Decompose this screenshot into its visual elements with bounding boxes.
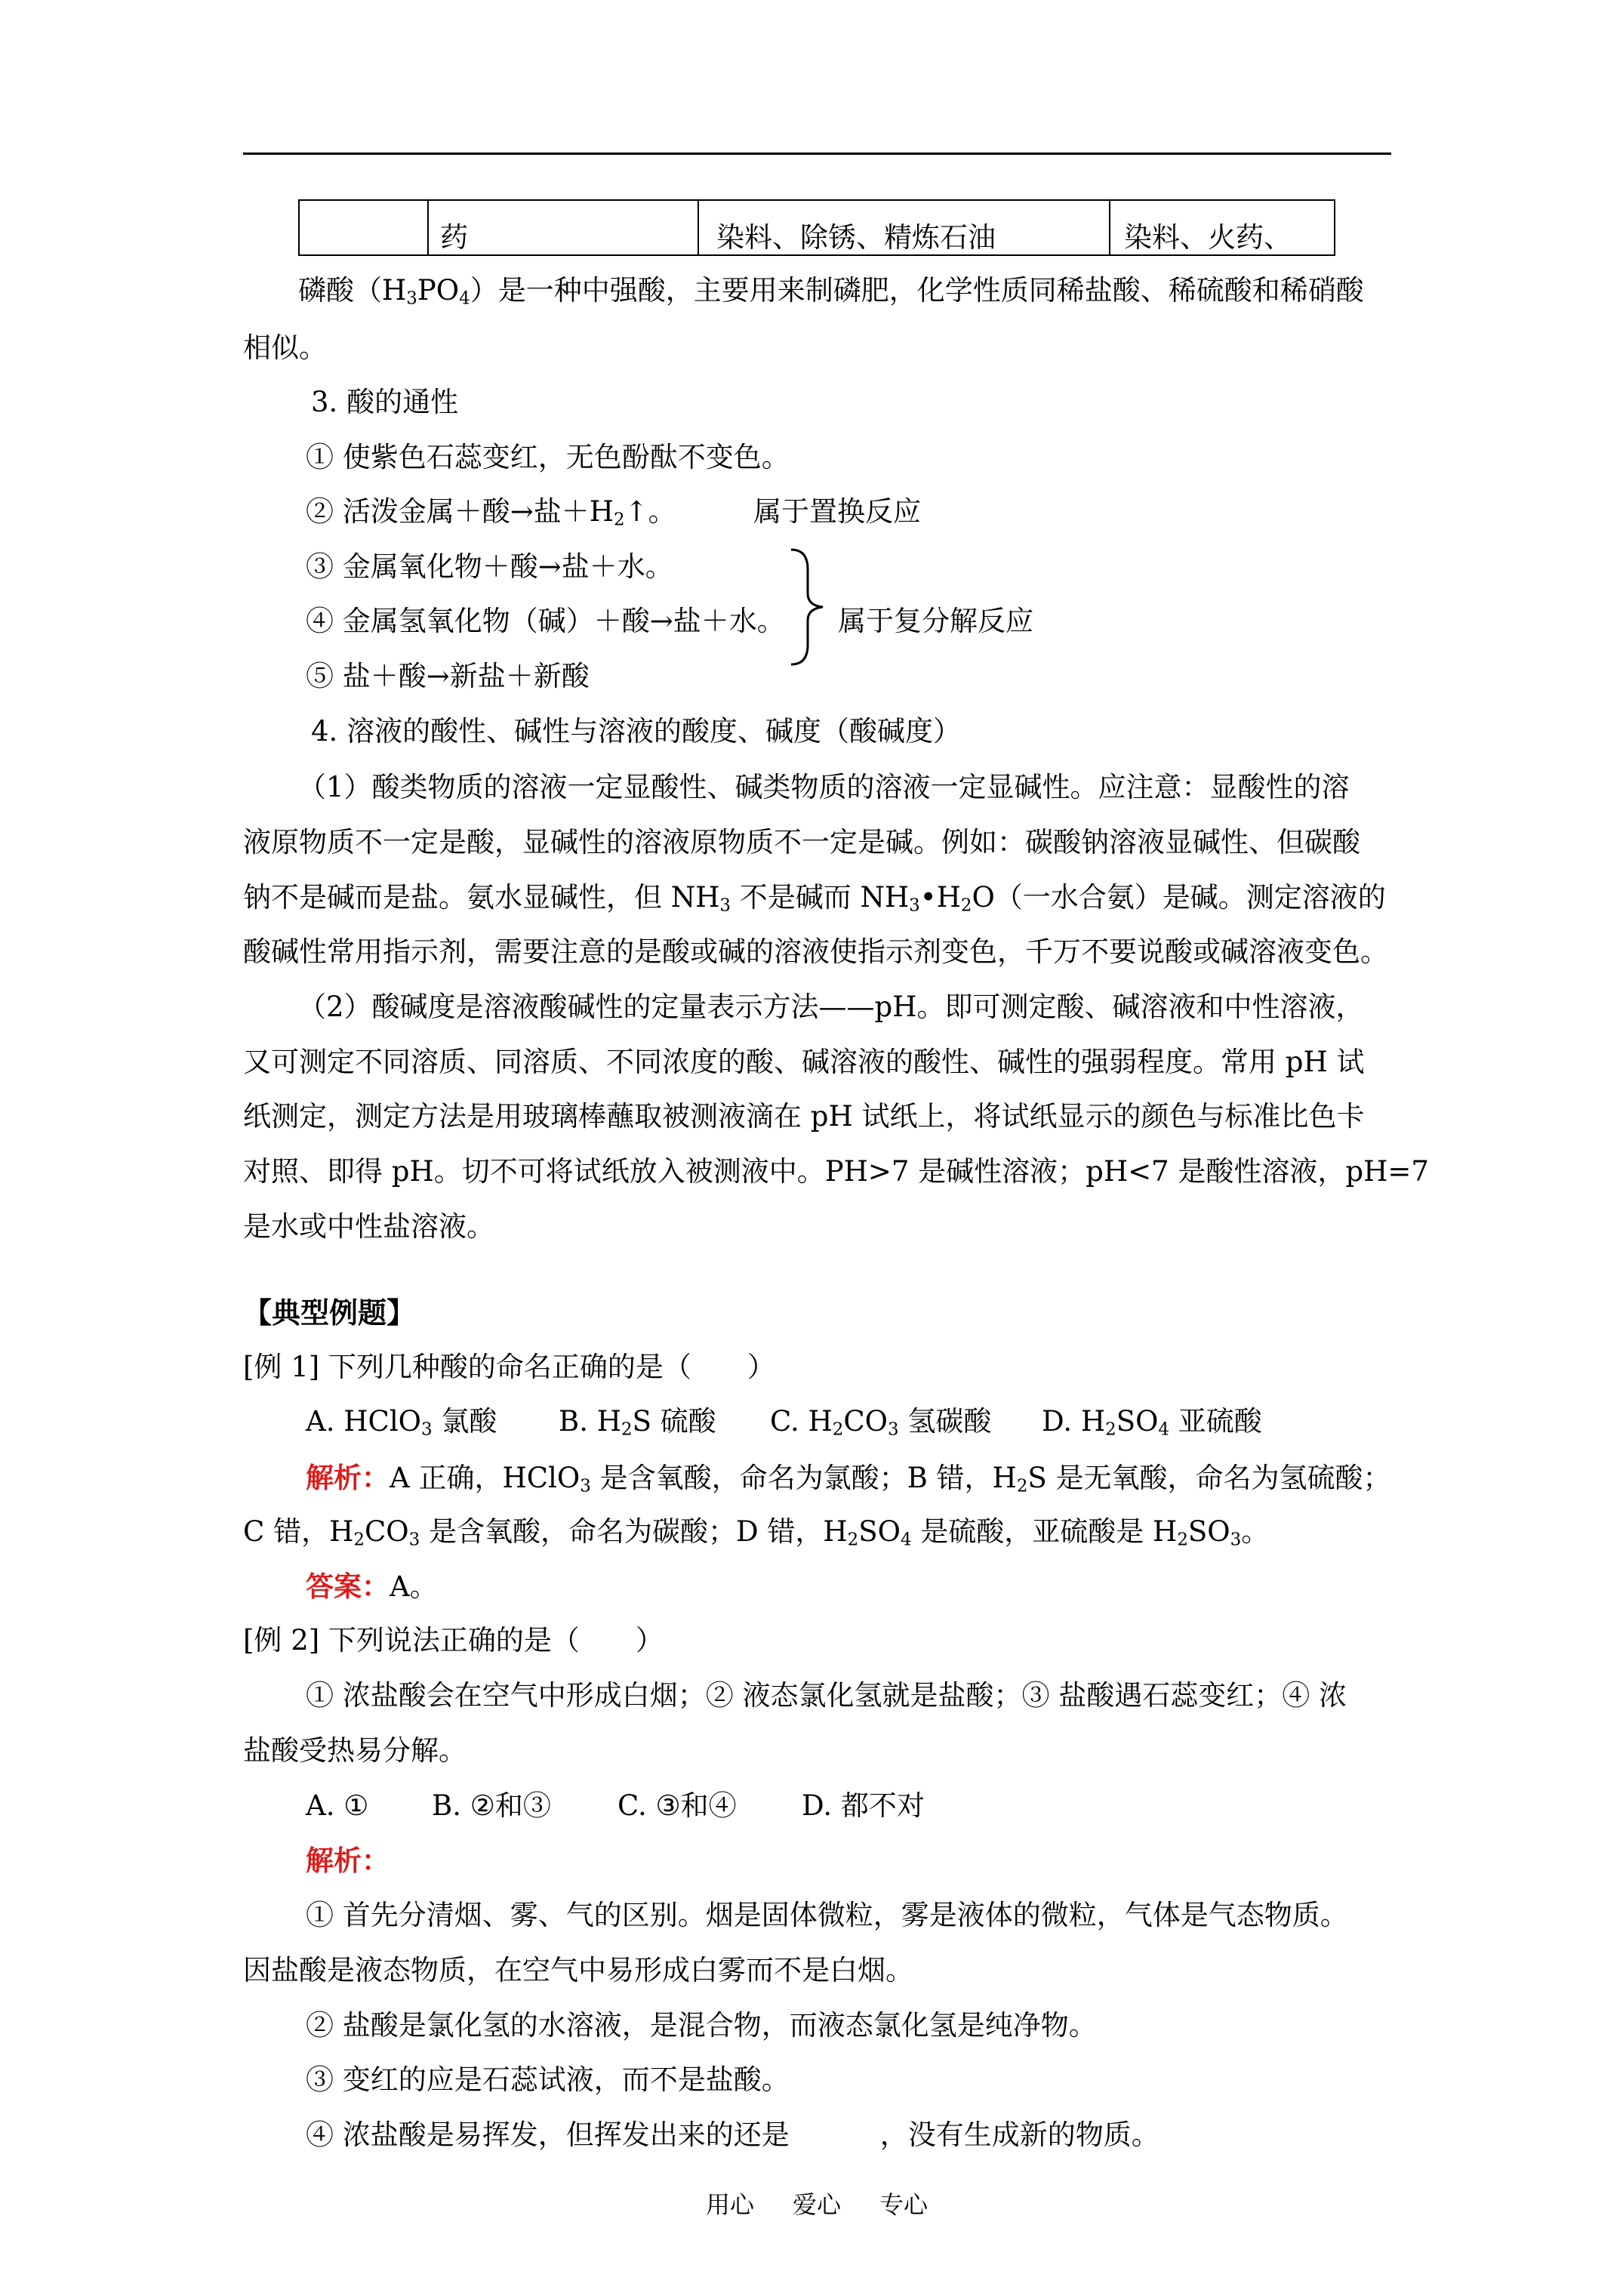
table-divider xyxy=(427,201,429,254)
paragraph-2-line-2: 又可测定不同溶质、同溶质、不同浓度的酸、碱溶液的酸性、碱性的强弱程度。常用 pH 试 xyxy=(243,1046,1365,1078)
displacement-note: 属于置换反应 xyxy=(753,495,921,528)
paragraph-2-line-1: （2）酸碱度是溶液酸碱性的定量表示方法——pH。即可测定酸、碱溶液和中性溶液， xyxy=(298,991,1364,1023)
example-2-option-d: D. 都不对 xyxy=(802,1789,925,1822)
paragraph-2-line-4: 对照、即得 pH。切不可将试纸放入被测液中。PH>7 是碱性溶液；pH<7 是酸性溶液，pH=7 xyxy=(243,1155,1429,1188)
property-item-5: ⑤ 盐＋酸→新盐＋新酸 xyxy=(306,660,590,692)
example-2-statement-line-1: ① 浓盐酸会在空气中形成白烟；② 液态氯化氢就是盐酸；③ 盐酸遇石蕊变红；④ 浓 xyxy=(306,1679,1347,1712)
reason-2: ② 盐酸是氯化氢的水溶液，是混合物，而液态氯化氢是纯净物。 xyxy=(306,2009,1097,2042)
example-1-option-c: C. $H_2CO_3$ 氢碳酸 xyxy=(770,1405,992,1440)
table-cell-2: 药 xyxy=(440,221,468,254)
example-2-option-b: B. ②和③ xyxy=(432,1789,551,1822)
paragraph-1-line-4: 酸碱性常用指示剂，需要注意的是酸或碱的溶液使指示剂变色，千万不要说酸或碱溶液变色。 xyxy=(243,935,1388,968)
example-1-analysis-line-2: C 错，$H_2CO_3$ 是含氧酸，命名为碳酸；D 错，$H_2SO_4$ 是硫酸，亚硫酸是 $H_2SO_3$。 xyxy=(243,1515,1270,1550)
answer-label: 答案： xyxy=(306,1570,390,1603)
example-1-option-b: B. $H_2S$ 硫酸 xyxy=(559,1405,716,1440)
example-1-option-a: A. HClO$_3$ 氯酸 xyxy=(306,1405,497,1440)
paragraph-1-line-1: （1）酸类物质的溶液一定显酸性、碱类物质的溶液一定显碱性。应注意：显酸性的溶 xyxy=(298,771,1350,803)
example-2-question: [例 2] 下列说法正确的是（ ） xyxy=(243,1624,664,1657)
section-4-title: 4. 溶液的酸性、碱性与溶液的酸度、碱度（酸碱度） xyxy=(311,715,962,747)
example-2-statement-line-2: 盐酸受热易分解。 xyxy=(243,1734,467,1767)
examples-heading: 【典型例题】 xyxy=(243,1296,416,1330)
example-1-option-d: D. $H_2SO_4$ 亚硫酸 xyxy=(1042,1405,1262,1440)
paragraph-2-line-3: 纸测定，测定方法是用玻璃棒蘸取被测液滴在 pH 试纸上，将试纸显示的颜色与标准比色卡 xyxy=(243,1100,1365,1133)
footer-text-1: 用心 xyxy=(706,2190,755,2219)
table-row xyxy=(298,199,1335,256)
paragraph-1-line-3: 钠不是碱而是盐。氨水显碱性，但 $NH_3$ 不是碱而 $NH_3•H_2O$（一水合氨）是碱。测定溶液的 xyxy=(243,881,1386,916)
footer-text-3: 专心 xyxy=(879,2190,929,2219)
table-divider xyxy=(698,201,699,254)
example-2-analysis-label: 解析： xyxy=(306,1844,390,1877)
phosphoric-line-1: 磷酸$(H_3PO_4)$是一种中强酸，主要用来制磷肥，化学性质同稀盐酸、稀硫酸和稀硝酸 xyxy=(298,274,1364,309)
reason-3: ③ 变红的应是石蕊试液，而不是盐酸。 xyxy=(306,2063,790,2096)
property-item-4: ④ 金属氢氧化物（碱）＋酸→盐＋水。 xyxy=(306,605,785,637)
example-1-question: [例 1] 下列几种酸的命名正确的是（ ） xyxy=(243,1351,775,1383)
paragraph-1-line-2: 液原物质不一定是酸，显碱性的溶液原物质不一定是碱。例如：碳酸钠溶液显碱性、但碳酸 xyxy=(243,826,1360,858)
paragraph-2-line-5: 是水或中性盐溶液。 xyxy=(243,1210,494,1243)
analysis-label: 解析： xyxy=(306,1461,390,1494)
double-decomposition-note: 属于复分解反应 xyxy=(838,605,1033,637)
example-2-option-a: A. ① xyxy=(306,1789,369,1822)
section-3-title: 3. 酸的通性 xyxy=(311,386,459,418)
reason-1-line-2: 因盐酸是液态物质，在空气中易形成白雾而不是白烟。 xyxy=(243,1954,913,1986)
property-item-3: ③ 金属氧化物＋酸→盐＋水。 xyxy=(306,550,673,583)
table-cell-4: 染料、火药、 xyxy=(1124,221,1292,254)
example-2-option-c: C. ③和④ xyxy=(617,1789,737,1822)
example-1-analysis-line-1: 解析：A 正确，HClO$_3$ 是含氧酸，命名为氯酸；B 错，$H_2S$ 是无氧酸，命名为氢硫酸； xyxy=(306,1461,1391,1496)
table-cell-3: 染料、除锈、精炼石油 xyxy=(716,221,996,254)
header-rule xyxy=(243,153,1391,155)
reason-4: ④ 浓盐酸是易挥发，但挥发出来的还是 ，没有生成新的物质。 xyxy=(306,2119,1160,2151)
right-brace xyxy=(785,547,845,667)
property-item-2: ② 活泼金属＋酸→盐$+H_2↑$。 xyxy=(306,495,676,530)
footer-text-2: 爱心 xyxy=(793,2190,842,2219)
reason-1-line-1: ① 首先分清烟、雾、气的区别。烟是固体微粒，雾是液体的微粒，气体是气态物质。 xyxy=(306,1899,1348,1931)
table-divider xyxy=(1109,201,1110,254)
phosphoric-line-2: 相似。 xyxy=(243,331,327,364)
example-1-answer: 答案：A。 xyxy=(306,1570,438,1603)
property-item-1: ① 使紫色石蕊变红，无色酚酞不变色。 xyxy=(306,441,790,473)
